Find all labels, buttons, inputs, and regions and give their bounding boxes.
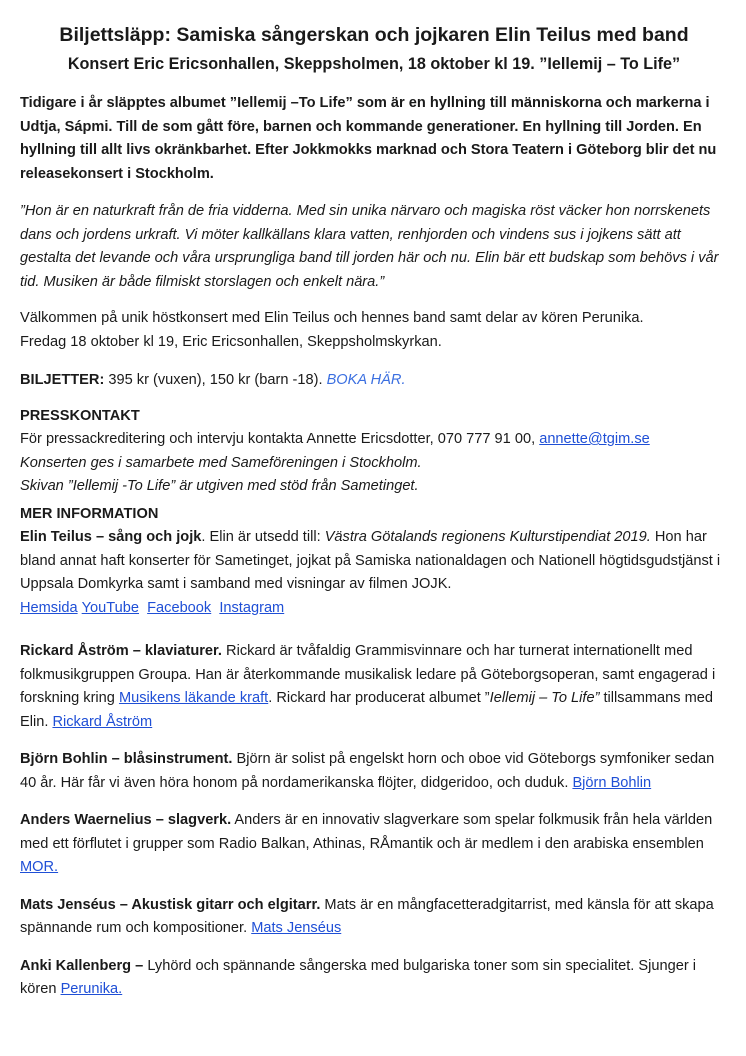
bio-elin-name: Elin Teilus – sång och jojk: [20, 529, 202, 545]
lead-paragraph: Tidigare i år släpptes albumet ”Iellemij –To Life” som är en hyllning till människorna och markerna i Udtja, Sápmi. Till de som gått före, barnen och kommande generationer. En hyllning till Jorden. En hyllning till allt livs okränkbarhet. Efter Jokkmokks marknad och Stora Teatern i Göteborg blir det nu releasekonsert i Stockholm.: [20, 95, 717, 182]
welcome-line-2: Fredag 18 oktober kl 19, Eric Ericsonhallen, Skeppsholmskyrkan.: [20, 333, 442, 350]
bjorn-link[interactable]: Björn Bohlin: [572, 774, 652, 791]
bio-rickard-text-3: tillsammans med Elin.: [20, 690, 713, 730]
bio-rickard-text-1: Rickard är tvåfaldig Grammisvinnare och har turnerat internationellt med folkmusikgruppen Groupa. Han är återkommande musikalisk ledare på Göteborgsoperan, samt engagerad i forskning kring: [20, 643, 716, 706]
tickets-paragraph: [20, 369, 728, 393]
elin-homepage-link[interactable]: Hemsida: [20, 599, 78, 616]
page-title: Biljettsläpp: Samiska sångerskan och jojkaren Elin Teilus med band: [59, 24, 689, 46]
elin-youtube-link[interactable]: YouTube: [81, 599, 140, 616]
rickard-link[interactable]: Rickard Åström: [52, 713, 153, 730]
more-info-heading: MER INFORMATION: [20, 505, 159, 522]
press-text: För pressackreditering och intervju kontakta Annette Ericsdotter, 070 777 91 00,: [20, 431, 540, 447]
elin-instagram-link[interactable]: Instagram: [219, 599, 285, 616]
bio-mats: [20, 894, 728, 941]
tickets-label: BILJETTER:: [20, 372, 105, 388]
bio-bjorn: [20, 748, 728, 795]
bio-mats-name: Mats Jenséus – Akustisk gitarr och elgitarr.: [20, 896, 321, 913]
healing-music-link[interactable]: Musikens läkande kraft: [118, 690, 269, 706]
bio-rickard-album: Iellemij – To Life”: [489, 690, 600, 706]
bio-rickard: [20, 640, 728, 734]
press-note-1: Konserten ges i samarbete med Sameföreningen i Stockholm.: [20, 454, 422, 471]
book-here-link[interactable]: BOKA HÄR.: [326, 372, 406, 388]
press-heading: PRESSKONTAKT: [20, 407, 140, 424]
quote-paragraph: ”Hon är en naturkraft från de fria vidderna. Med sin unika närvaro och magiska röst väcker hon norrskenets dans och jordens urkraft. Vi möter kallkällans klara vatten, renhjorden och vindens sus i jojkens sätt att gestalta det levande och våra ursprungliga band till jorden här och nu. Elin bär ett budskap som behövs i vår tid. Musiken är både filmiskt storslagen och enkelt nära.”: [20, 203, 719, 290]
press-note-2: Skivan ”Iellemij -To Life” är utgiven med stöd från Sametinget.: [20, 478, 419, 494]
bio-elin-text-1: . Elin är utsedd till:: [201, 529, 325, 545]
bio-anders: [20, 809, 728, 880]
welcome-paragraph: [20, 307, 728, 354]
bio-anders-text: Anders är en innovativ slagverkare som spelar folkmusik från hela världen med ett förflutet i grupper som Radio Balkan, Athinas, RÅmantik och är medlem i den arabiska ensemblen: [20, 812, 713, 852]
press-paragraph: [20, 428, 728, 499]
bio-rickard-name: Rickard Åström – klaviaturer.: [20, 643, 222, 659]
bio-anki-name: Anki Kallenberg –: [20, 957, 144, 974]
bio-bjorn-text: Björn är solist på engelskt horn och oboe vid Göteborgs symfoniker sedan 40 år. Här får vi även höra honom på nordamerikanska flöjter, didgeridoo, och duduk.: [20, 751, 715, 791]
press-email-link[interactable]: annette@tgim.se: [539, 431, 650, 447]
bio-mats-text: Mats är en mångfacetteradgitarrist, med känsla för att skapa spännande rum och kompositioner.: [20, 896, 714, 936]
bio-elin-text-2: Hon har bland annat haft konserter för Sametinget, jojkat på Samiska nationaldagen och Nationell högtidsgudstjänst i Uppsala Domkyrka samt i samband med visningar av filmen JOJK.: [20, 529, 721, 592]
document-page: [20, 22, 728, 1002]
bio-anki-text: Lyhörd och spännande sångerska med bulgariska toner som sin specialitet. Sjunger i kören: [20, 957, 696, 997]
bio-anki: [20, 955, 728, 1002]
mor-link[interactable]: MOR.: [20, 859, 59, 875]
mats-link[interactable]: Mats Jenséus: [251, 920, 342, 936]
bio-elin: [20, 526, 728, 620]
bio-anders-name: Anders Waernelius – slagverk.: [20, 812, 232, 828]
welcome-line-1: Välkommen på unik höstkonsert med Elin Teilus och hennes band samt delar av kören Perunika.: [20, 310, 644, 326]
perunika-link[interactable]: Perunika.: [60, 981, 123, 997]
tickets-prices: 395 kr (vuxen), 150 kr (barn -18).: [104, 372, 327, 388]
bio-bjorn-name: Björn Bohlin – blåsinstrument.: [20, 751, 233, 767]
bio-elin-award: Västra Götalands regionens Kulturstipendiat 2019.: [324, 529, 651, 545]
bio-rickard-text-2: . Rickard har producerat albumet ”: [268, 690, 490, 706]
elin-facebook-link[interactable]: Facebook: [147, 599, 212, 616]
page-subtitle: Konsert Eric Ericsonhallen, Skeppsholmen, 18 oktober kl 19. ”Iellemij – To Life”: [67, 55, 681, 73]
